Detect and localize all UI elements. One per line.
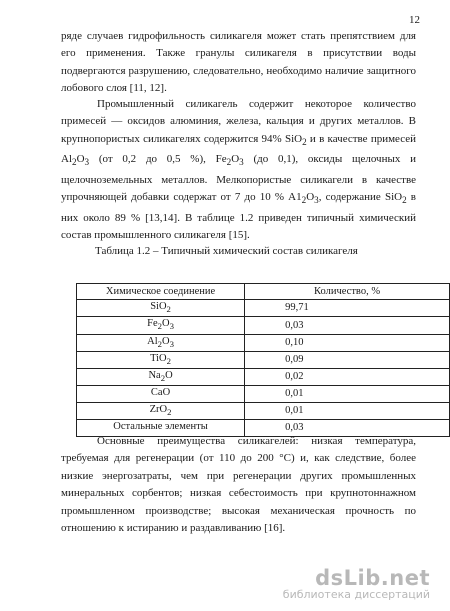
- amount-cell: 0,03: [245, 317, 450, 334]
- compound-cell: $Al_2O_3$: [77, 334, 245, 351]
- compound-cell: TiO$_2$: [77, 351, 245, 368]
- header-amount: Количество, %: [245, 284, 450, 300]
- table-caption: Таблица 1.2 – Типичный химический состав силикагеля: [95, 245, 358, 257]
- watermark-logo: dsLib.net: [315, 566, 430, 590]
- amount-cell: 0,01: [245, 385, 450, 402]
- table-header-row: [77, 284, 450, 300]
- chemical-composition-table: [76, 283, 450, 437]
- compound-cell: SiO$_2$: [77, 300, 245, 317]
- table-row: [77, 402, 450, 419]
- table-row: [77, 351, 450, 368]
- header-compound: Химическое соединение: [77, 284, 245, 300]
- compound-cell: CaO: [77, 385, 245, 402]
- amount-cell: 99,71: [245, 300, 450, 317]
- paragraph-3: Основные преимущества силикагелей: низкая температура, требуемая для регенерации (от 110 до 200 °C) и, как следствие, более низкие энергозатраты, чем при регенерации других промышленных минеральных сорбентов; низкая себестоимость при крупнотоннажном промышленном производстве; высокая механическая прочность по отношению к истиранию и раздавливанию [16].: [61, 435, 416, 535]
- compound-cell: Остальные элементы: [77, 420, 245, 437]
- compound-cell: $Fe_2O_3$: [77, 317, 245, 334]
- page-number: 12: [409, 14, 420, 26]
- table-row: [77, 368, 450, 385]
- paragraph-1: ряде случаев гидрофильность силикагеля может стать препятствием для его применения. Также гранулы силикагеля в присутствии воды подвергаются разрушению, следовательно, необходимо наличие защитного лобового слоя [11, 12].: [61, 30, 416, 95]
- amount-cell: 0,09: [245, 351, 450, 368]
- compound-cell: $Na_2O$: [77, 368, 245, 385]
- compound-cell: ZrO$_2$: [77, 402, 245, 419]
- watermark: [283, 566, 430, 601]
- table-container: [76, 283, 450, 437]
- table-row: [77, 300, 450, 317]
- table-row: [77, 317, 450, 334]
- paragraph-2: Промышленный силикагель содержит некоторое количество примесей — оксидов алюминия, железа, кальция и других металлов. В крупнопористых силикагелях содержится 94% SiO$_2$ и в качестве примесей $Al_2O_3$ (от 0,2 до 0,5 %), $Fe_2O_3$ (до 0,1), оксиды щелочных и щелочноземельных металлов. Мелкопористые силикагели в качестве упрочняющей добавки содержат от 7 до 10 % $A1_2O_3$, содержание SiO$_2$ в них около 89 % [13,14]. В таблице 1.2 приведен типичный химический состав промышленного силикагеля [15].: [61, 98, 416, 242]
- amount-cell: 0,03: [245, 420, 450, 437]
- amount-cell: 0,02: [245, 368, 450, 385]
- table-row: [77, 385, 450, 402]
- table-row: [77, 334, 450, 351]
- watermark-tagline: библиотека диссертаций: [282, 588, 430, 601]
- amount-cell: 0,10: [245, 334, 450, 351]
- amount-cell: 0,01: [245, 402, 450, 419]
